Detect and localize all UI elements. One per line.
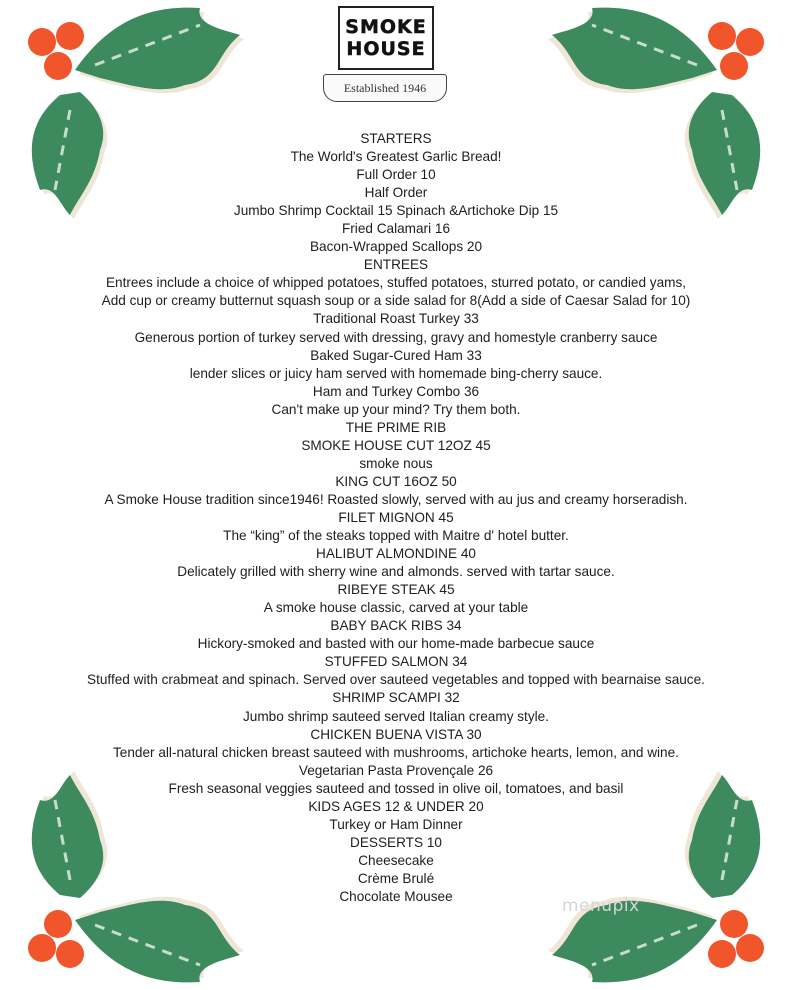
logo-banner — [323, 74, 447, 102]
menu-line: lender slices or juicy ham served with homemade bing-cherry sauce. — [189, 365, 603, 381]
menu-line: Can't make up your mind? Try them both. — [271, 401, 521, 417]
menu-line: BABY BACK RIBS 34 — [330, 618, 462, 634]
logo-tagline: Established 1946 — [343, 80, 427, 95]
menu-line: Cheesecake — [358, 852, 434, 868]
menu-line: Chocolate Mousee — [339, 888, 453, 904]
menu-line: STARTERS — [360, 131, 432, 146]
smoke-house-logo — [323, 6, 445, 102]
menu-line: A smoke house classic, carved at your table — [263, 600, 529, 616]
menu-line: Hickory-smoked and basted with our home-made barbecue sauce — [197, 636, 595, 652]
menu-line: Traditional Roast Turkey 33 — [313, 311, 479, 327]
menu-line: Generous portion of turkey served with dressing, gravy and homestyle cranberry sauce — [134, 329, 658, 345]
menu-line: Crème Brulé — [357, 870, 435, 886]
menu-line: Tender all-natural chicken breast sauteed with mushrooms, artichoke hearts, lemon, and wine. — [113, 744, 679, 760]
menu-line: Full Order 10 — [356, 167, 436, 183]
logo-box — [338, 6, 434, 70]
menu-line: Bacon-Wrapped Scallops 20 — [309, 239, 483, 255]
menu-line: The World's Greatest Garlic Bread! — [290, 149, 502, 165]
menu-line: KIDS AGES 12 & UNDER 20 — [308, 798, 484, 814]
watermark: menupix — [562, 896, 640, 916]
menu-line: Half Order — [364, 185, 428, 201]
logo-line-2: HOUSE — [346, 38, 426, 60]
menu-line: The “king” of the steaks topped with Maitre d' hotel butter. — [223, 528, 569, 544]
menu-line: Baked Sugar-Cured Ham 33 — [310, 347, 482, 363]
menu-line: Delicately grilled with sherry wine and almonds. served with tartar sauce. — [177, 564, 615, 580]
menu-line: KING CUT 16OZ 50 — [335, 473, 457, 489]
menu-text — [30, 130, 762, 906]
menu-line: Fresh seasonal veggies sauteed and tossed in olive oil, tomatoes, and basil — [168, 780, 624, 796]
menu-line: FILET MIGNON 45 — [338, 509, 454, 525]
menu-line: Entrees include a choice of whipped potatoes, stuffed potatoes, sturred potato, or candied yams, — [105, 275, 687, 291]
menu-line: CHICKEN BUENA VISTA 30 — [310, 726, 482, 742]
menu-line: A Smoke House tradition since1946! Roasted slowly, served with au jus and creamy horseradish. — [104, 491, 688, 507]
logo-line-1: SMOKE — [345, 16, 427, 38]
menu-line: RIBEYE STEAK 45 — [337, 582, 455, 598]
menu-line: SMOKE HOUSE CUT 12OZ 45 — [301, 437, 491, 453]
menu-line: HALIBUT ALMONDINE 40 — [316, 546, 476, 562]
menu-line: STUFFED SALMON 34 — [324, 654, 468, 670]
menu-line: Stuffed with crabmeat and spinach. Served over sauteed vegetables and topped with bearnaise sauce. — [87, 672, 705, 688]
menu-line: Jumbo shrimp sauteed served Italian creamy style. — [243, 708, 549, 724]
menu-line: smoke nous — [359, 455, 433, 471]
menu-line: Ham and Turkey Combo 36 — [312, 383, 480, 399]
menu-line: ENTREES — [363, 257, 429, 273]
menu-line: Turkey or Ham Dinner — [329, 816, 463, 832]
menu-line: Fried Calamari 16 — [341, 221, 451, 237]
menu-line: Add cup or creamy butternut squash soup or a side salad for 8(Add a side of Caesar Salad for 10) — [101, 293, 691, 309]
menu-line: THE PRIME RIB — [345, 419, 447, 435]
menu-line: SHRIMP SCAMPI 32 — [332, 690, 460, 706]
menu-line: Jumbo Shrimp Cocktail 15 Spinach &Artichoke Dip 15 — [233, 203, 559, 219]
menu-line: Vegetarian Pasta Provençale 26 — [298, 762, 494, 778]
menu-line: DESSERTS 10 — [350, 834, 442, 850]
